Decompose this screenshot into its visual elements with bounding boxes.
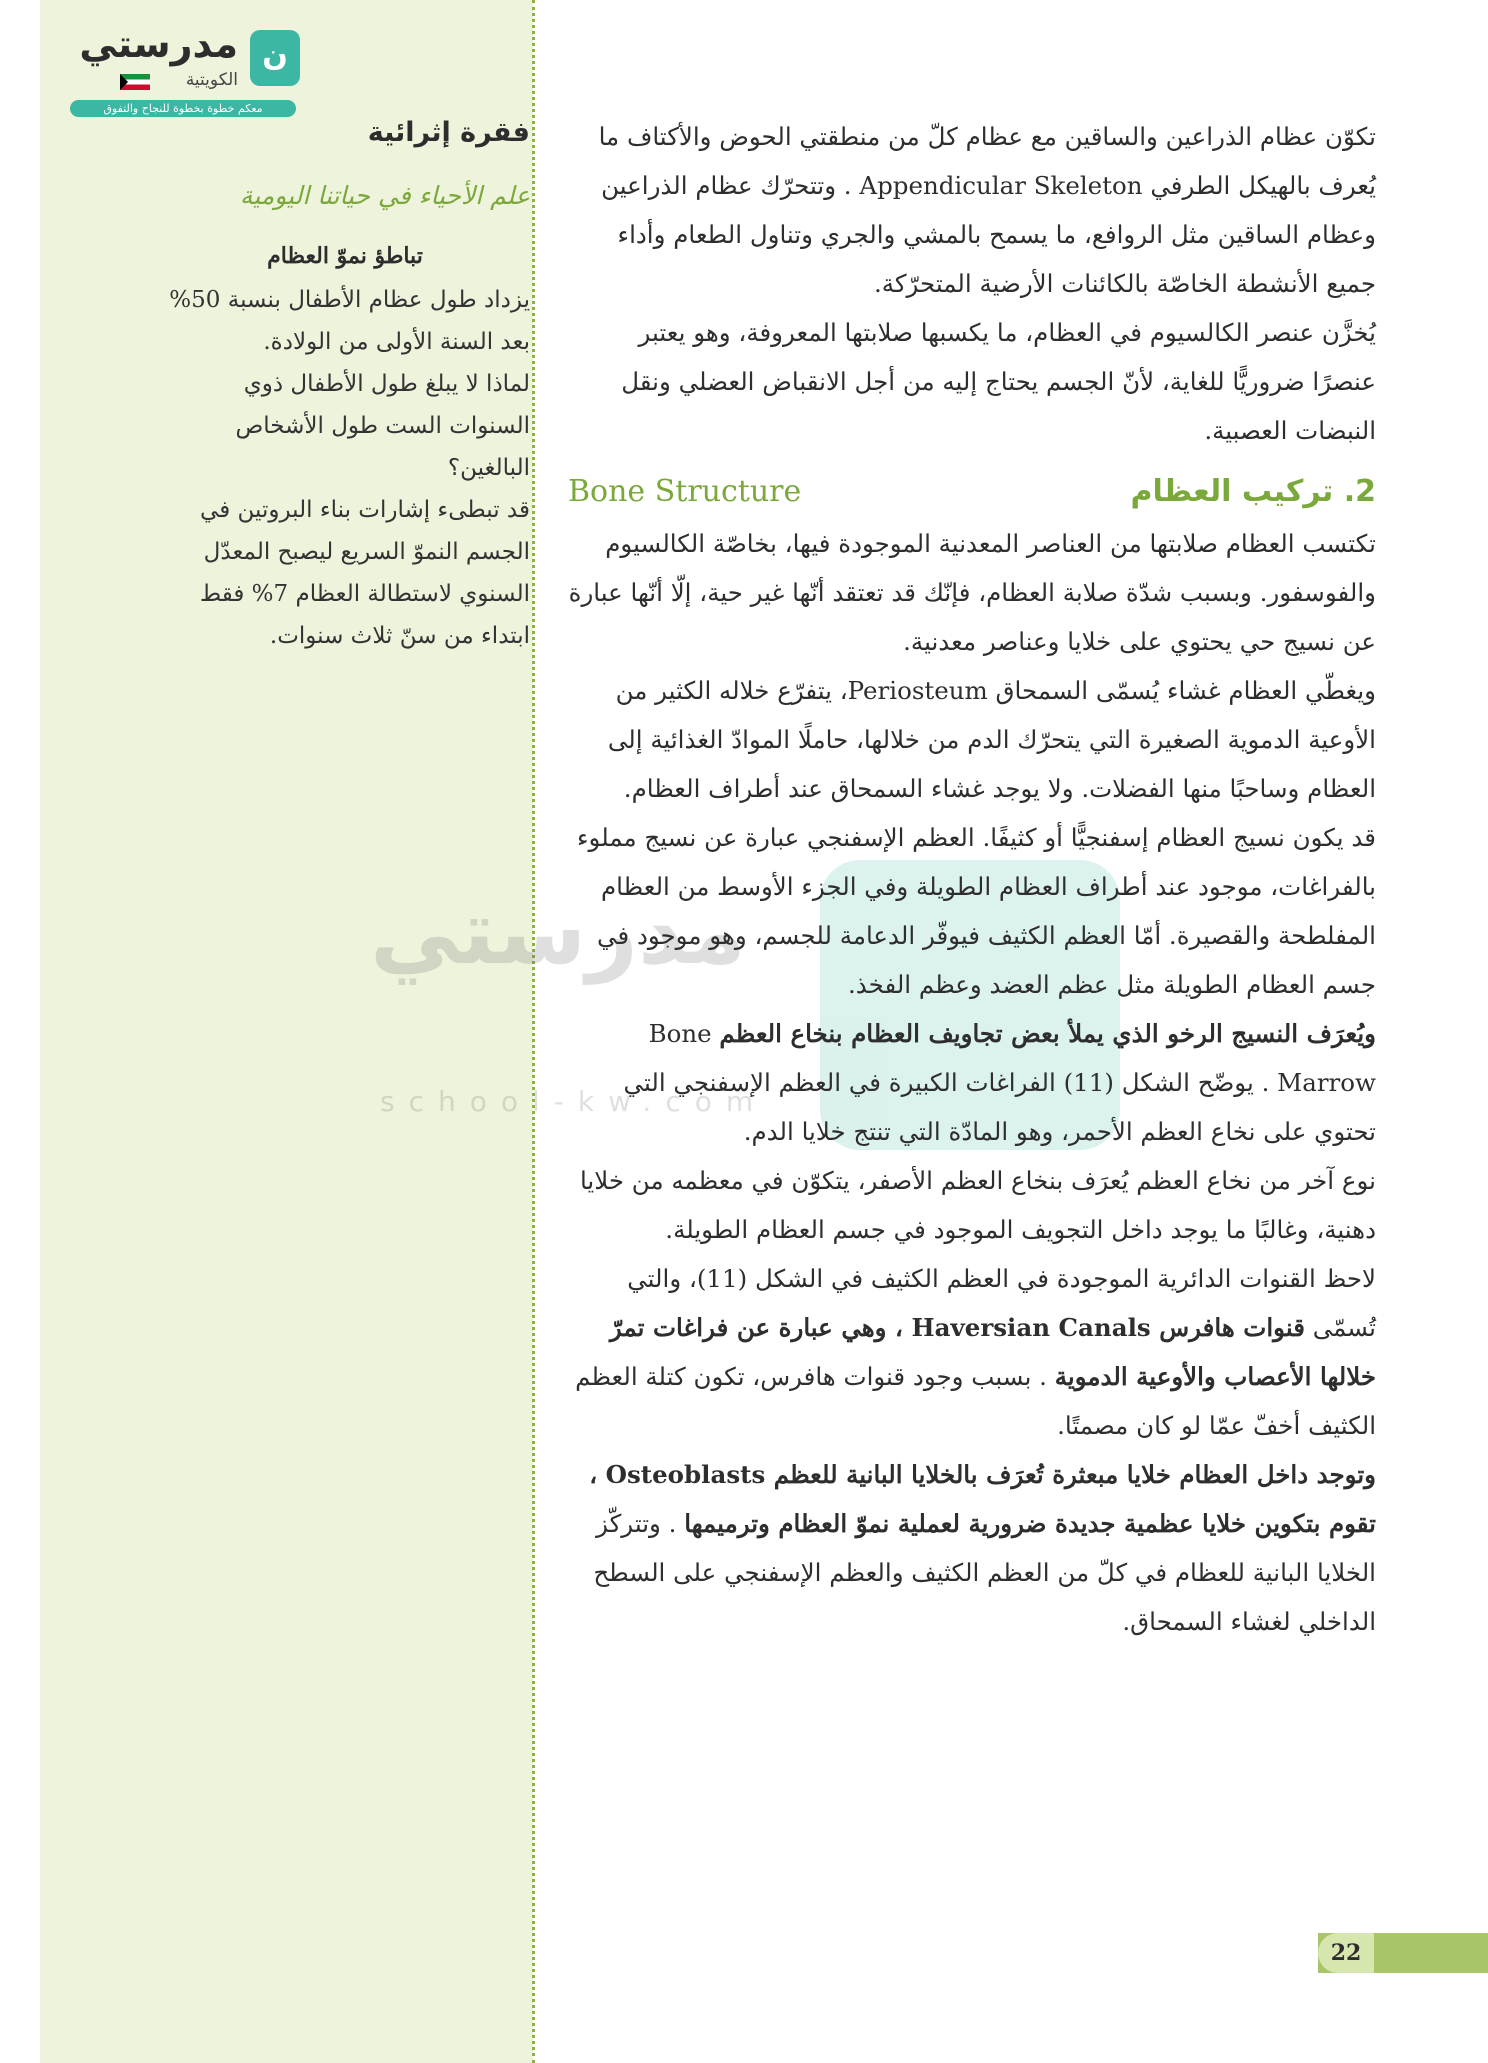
enrichment-subtitle: علم الأحياء في حياتنا اليومية bbox=[239, 181, 530, 210]
sidebar-dotted-divider bbox=[532, 0, 535, 2063]
paragraph-bone-marrow: ويُعرَف النسيج الرخو الذي يملأ بعض تجاويف العظام بنخاع العظم Bone Marrow . يوضّح الشكل (11) الفراغات الكبيرة في العظم الإسفنجي التي تحتوي على نخاع العظم الأحمر، وهو المادّة التي تنتج خلايا الدم. bbox=[623, 1019, 1376, 1146]
paragraph-appendicular: تكوّن عظام الذراعين والساقين مع عظام كلّ من منطقتي الحوض والأكتاف ما يُعرف بالهيكل الطرفي Appendicular Skeleton . وتتحرّك عظام الذراعين وعظام الساقين مثل الروافع، ما يسمح بالمشي والجري وتناول الطعام وأداء جميع الأنشطة الخاصّة بالكائنات الأرضية المتحرّكة. bbox=[598, 122, 1376, 298]
enrichment-paragraph: لماذا لا يبلغ طول الأطفال ذوي السنوات الست طول الأشخاص البالغين؟ bbox=[235, 371, 530, 481]
enrichment-paragraph: يزداد طول عظام الأطفال بنسبة 50% بعد السنة الأولى من الولادة. bbox=[169, 287, 530, 355]
logo-country: الكويتية bbox=[185, 70, 238, 90]
watermark-name: مدرستي bbox=[370, 880, 746, 985]
paragraph-yellow-marrow: نوع آخر من نخاع العظم يُعرَف بنخاع العظم الأصفر، يتكوّن في معظمه من خلايا دهنية، وغالبًا ما يوجد داخل التجويف الموجود في جسم العظام الطويلة. bbox=[579, 1166, 1376, 1244]
paragraph-osteoblasts: وتوجد داخل العظام خلايا مبعثرة تُعرَف بالخلايا البانية للعظم Osteoblasts ، تقوم بتكوين خلايا عظمية جديدة ضرورية لعملية نموّ العظام وترميمها . وتتركّز الخلايا البانية للعظام في كلّ من العظم الكثيف والعظم الإسفنجي على السطح الداخلي لغشاء السمحاق. bbox=[589, 1460, 1376, 1636]
kuwait-flag-icon bbox=[120, 74, 150, 90]
logo-badge-icon: ن bbox=[250, 30, 300, 86]
enrichment-paragraph: قد تبطىء إشارات بناء البروتين في الجسم النموّ السريع ليصبح المعدّل السنوي لاستطالة العظام 7% فقط ابتداء من سنّ ثلاث سنوات. bbox=[199, 497, 530, 649]
page-number: 22 bbox=[1318, 1933, 1374, 1973]
logo-slogan: معكم خطوة بخطوة للنجاح والتفوق bbox=[70, 100, 296, 117]
paragraph-bone-types: قد يكون نسيج العظام إسفنجيًّا أو كثيفًا. العظم الإسفنجي عبارة عن نسيج مملوء بالفراغات، موجود عند أطراف العظام الطويلة وفي الجزء الأوسط من العظام المفلطحة والقصيرة. أمّا العظم الكثيف فيوفّر الدعامة للجسم، وهو موجود في جسم العظام الطويلة مثل عظم العضد وعظم الفخذ. bbox=[577, 823, 1376, 999]
enrichment-title: فقرة إثرائية bbox=[367, 117, 530, 148]
section-title-english: Bone Structure bbox=[568, 474, 802, 509]
section-title-arabic: 2. تركيب العظام bbox=[1130, 474, 1376, 509]
paragraph-calcium: يُخزَّن عنصر الكالسيوم في العظام، ما يكسبها صلابتها المعروفة، وهو يعتبر عنصرًا ضروريًّا للغاية، لأنّ الجسم يحتاج إليه من أجل الانقباض العضلي ونقل النبضات العصبية. bbox=[621, 318, 1376, 445]
site-logo[interactable] bbox=[70, 22, 300, 117]
main-content bbox=[568, 112, 1376, 1646]
enrichment-box bbox=[160, 115, 530, 657]
paragraph-periosteum: ويغطّي العظام غشاء يُسمّى السمحاق Periosteum، يتفرّع خلاله الكثير من الأوعية الدموية الصغيرة التي يتحرّك الدم من خلالها، حاملًا الموادّ الغذائية إلى العظام وساحبًا منها الفضلات. ولا يوجد غشاء السمحاق عند أطراف العظام. bbox=[607, 676, 1376, 803]
paragraph-bone-hardness: تكتسب العظام صلابتها من العناصر المعدنية الموجودة فيها، بخاصّة الكالسيوم والفوسفور. وبسبب شدّة صلابة العظام، فإنّك قد تعتقد أنّها غير حية، إلّا أنّها عبارة عن نسيج حي يحتوي على خلايا وعناصر معدنية. bbox=[568, 529, 1376, 656]
logo-name: مدرستي bbox=[79, 22, 238, 66]
section-heading bbox=[568, 463, 1376, 519]
watermark-url: school-kw.com bbox=[380, 1085, 768, 1118]
enrichment-heading: تباطؤ نموّ العظام bbox=[267, 243, 423, 269]
paragraph-haversian: لاحظ القنوات الدائرية الموجودة في العظم الكثيف في الشكل (11)، والتي تُسمّى قنوات هافرس Haversian Canals ، وهي عبارة عن فراغات تمرّ خلالها الأعصاب والأوعية الدموية . بسبب وجود قنوات هافرس، تكون كتلة العظم الكثيف أخفّ عمّا لو كان مصمتًا. bbox=[575, 1264, 1376, 1440]
